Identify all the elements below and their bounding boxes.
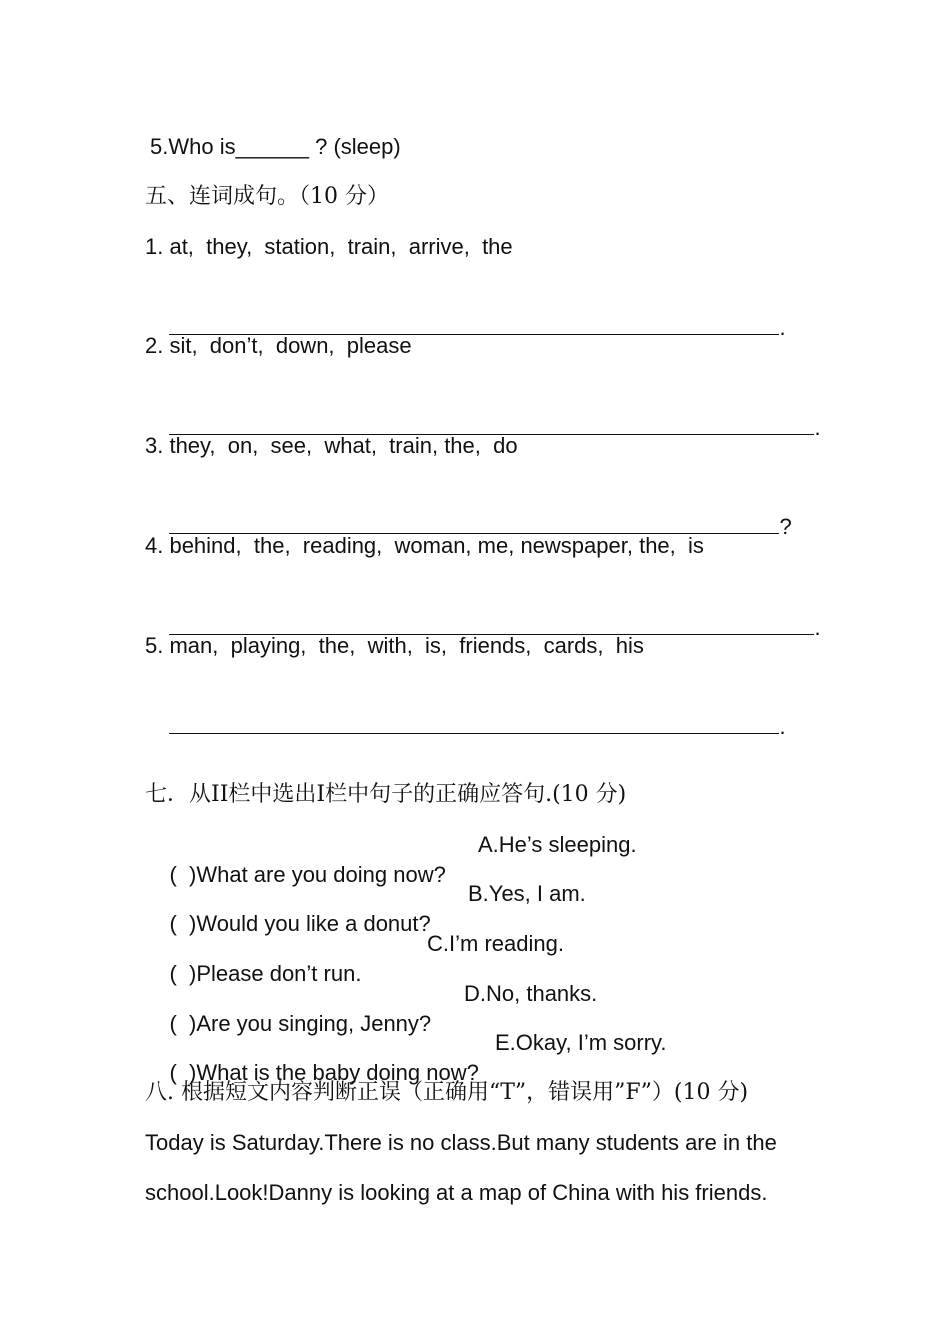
section5-heading: 五、连词成句。（10 分） <box>145 184 389 209</box>
match-answer: D.No, thanks. <box>464 981 598 1006</box>
scramble-item-5-words: 5. man, playing, the, with, is, friends, cards, his <box>145 633 644 658</box>
scramble-item-5-answer-line[interactable] <box>145 681 786 772</box>
sentence-end-punctuation: . <box>779 315 786 340</box>
match-question: ( )Please don’t run. <box>169 961 362 986</box>
match-question: ( )Are you singing, Jenny? <box>169 1011 432 1036</box>
sentence-end-punctuation: ? <box>779 514 792 539</box>
match-answer: A.He’s sleeping. <box>478 832 637 857</box>
section7-heading: 七．从II栏中选出I栏中句子的正确应答句.(10 分) <box>145 782 627 807</box>
scramble-item-3-words: 3. they, on, see, what, train, the, do <box>145 433 518 458</box>
sentence-end-punctuation: . <box>779 714 786 739</box>
scramble-item-1-words: 1. at, they, station, train, arrive, the <box>145 234 513 259</box>
scramble-item-4-words: 4. behind, the, reading, woman, me, newspaper, the, is <box>145 533 704 558</box>
fill-in-item-5: 5.Who is______ ? (sleep) <box>150 134 401 159</box>
match-answer: C.I’m reading. <box>427 931 564 956</box>
answer-blank[interactable] <box>169 711 779 734</box>
section8-heading: 八. 根据短文内容判断正误（正确用“T”，错误用”F”）(10 分) <box>145 1080 749 1105</box>
passage-line-1: Today is Saturday.There is no class.But many students are in the <box>145 1130 777 1155</box>
match-question: ( )What are you doing now? <box>169 862 446 887</box>
match-answer: B.Yes, I am. <box>468 881 586 906</box>
sentence-end-punctuation: . <box>814 615 821 640</box>
sentence-end-punctuation: . <box>814 415 821 440</box>
scramble-item-2-words: 2. sit, don’t, down, please <box>145 333 412 358</box>
match-question: ( )Would you like a donut? <box>169 911 431 936</box>
match-question: ( )What is the baby doing now? <box>169 1060 479 1085</box>
match-answer: E.Okay, I’m sorry. <box>495 1030 667 1055</box>
passage-line-2: school.Look!Danny is looking at a map of China with his friends. <box>145 1180 768 1205</box>
